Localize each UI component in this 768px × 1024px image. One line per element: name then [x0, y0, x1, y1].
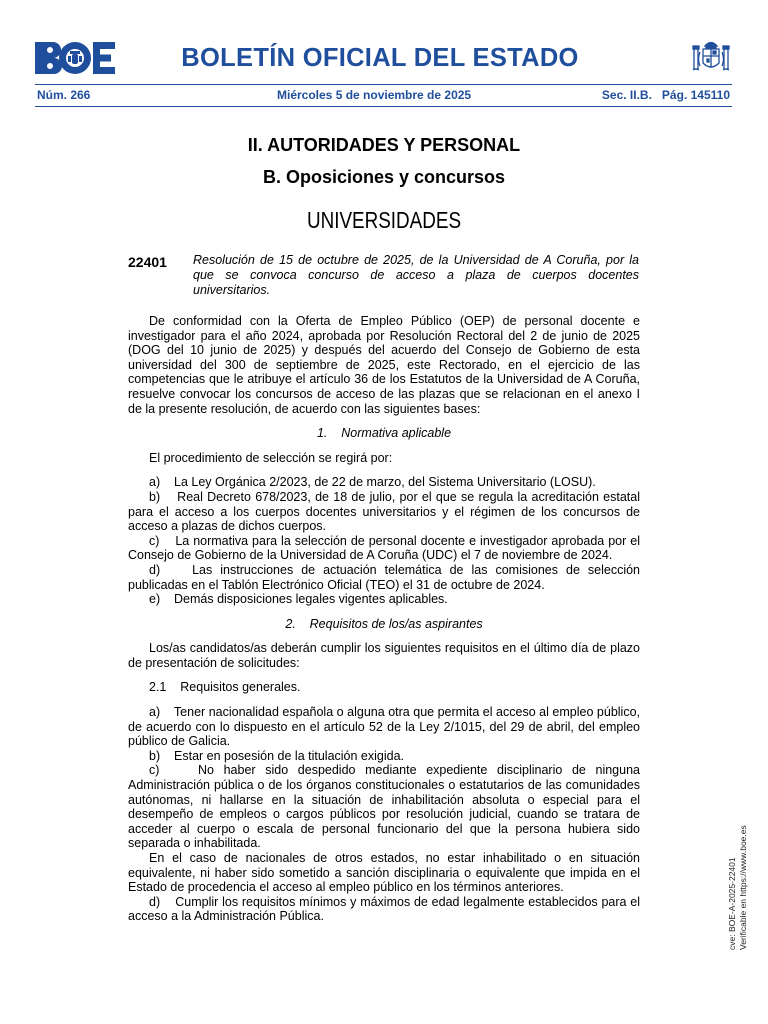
heading-normativa: 1. Normativa aplicable	[316, 426, 452, 441]
verification-link[interactable]: Verificable en https://www.boe.es	[737, 825, 748, 950]
heading-requisitos: 2. Requisitos de los/as aspirantes	[285, 616, 483, 631]
normativa-list	[128, 475, 644, 607]
subheading-requisitos-generales: 2.1 Requisitos generales.	[149, 680, 301, 695]
issue-number: Núm. 266	[37, 88, 91, 102]
paragraph: El procedimiento de selección se regirá por:	[149, 450, 393, 465]
requisitos-list	[128, 705, 644, 924]
list-item: a) Tener nacionalidad española o alguna otra que permita el acceso al empleo público, de acuerdo con lo dispuesto en el artículo 52 de la Ley 2/1015, del 29 de abril, del empleo público de Galicia.	[128, 705, 644, 749]
header-rule-top	[35, 84, 732, 85]
section-title: II. AUTORIDADES Y PERSONAL	[247, 135, 521, 155]
list-item: c) La normativa para la selección de personal docente e investigador aprobada por el Consejo de Gobierno de la Universidad de A Coruña (UDC) el 7 de noviembre de 2024.	[128, 533, 644, 563]
subsection-title: B. Oposiciones y concursos	[262, 167, 506, 187]
list-item: En el caso de nacionales de otros estados, no estar inhabilitado o en situación equivalente, ni haber sido sometido a sanción disciplinaria o equivalente que impida en el Estado de procedencia el acceso al empleo público en los términos anteriores.	[128, 851, 644, 895]
boe-logo	[35, 42, 115, 74]
section-page: Sec. II.B. Pág. 145110	[601, 88, 730, 102]
issue-date: Miércoles 5 de noviembre de 2025	[277, 88, 472, 102]
header-rule-bottom	[35, 106, 732, 107]
paragraph: Los/as candidatos/as deberán cumplir los siguientes requisitos en el último día de plazo de presentación de solicitudes:	[128, 641, 640, 670]
list-item: d) Cumplir los requisitos mínimos y máximos de edad legalmente establecidos para el acceso a la Administración Pública.	[128, 894, 644, 924]
list-item: c) No haber sido despedido mediante expediente disciplinario de ninguna Administración pública o de los órganos constitucionales o estatutarios de las comunidades autónomas, ni hallarse en la situación de inhabilitación absoluta o especial para el desempeño de empleos o cargos públicos por resolución judicial, cuando se tratara de acceder al cuerpo o escala de personal funcionario del que la persona hubiera sido separada o inhabilitada.	[128, 763, 644, 851]
masthead-title: BOLETÍN OFICIAL DEL ESTADO	[181, 44, 579, 72]
intro-paragraph: De conformidad con la Oferta de Empleo Público (OEP) de personal docente e investigador para el año 2024, aprobada por Resolución Rectoral del 2 de junio de 2025 (DOG del 10 junio de 2025) y después del acuerdo del Consejo de Gobierno de esta universidad del 300 de septiembre de 2025, este Rectorado, en el ejercicio de las competencias que le atribuye el artículo 36 de los Estatutos de la Universidad de A Coruña, resuelve convocar los concursos de acceso de las plazas que se relacionan en el anexo I de la presente resolución, de acuerdo con las siguientes bases:	[128, 314, 640, 416]
organization-title: UNIVERSIDADES	[306, 207, 462, 233]
resolution-number: 22401	[128, 254, 167, 270]
coat-of-arms-icon	[690, 37, 732, 79]
list-item: e) Demás disposiciones legales vigentes aplicables.	[149, 592, 448, 607]
verification-sidebar	[727, 825, 748, 950]
list-item: a) La Ley Orgánica 2/2023, de 22 de marzo, del Sistema Universitario (LOSU).	[149, 475, 596, 490]
cve-code: cve: BOE-A-2025-22401	[727, 857, 737, 950]
resolution-summary: Resolución de 15 de octubre de 2025, de la Universidad de A Coruña, por la que se convoca concurso de acceso a plaza de cuerpos docentes universitarios.	[193, 253, 639, 297]
list-item: b) Estar en posesión de la titulación exigida.	[149, 748, 405, 763]
list-item: d) Las instrucciones de actuación telemática de las comisiones de selección publicadas en el Tablón Electrónico Oficial (TEO) el 31 de octubre de 2024.	[128, 562, 644, 592]
document-body	[128, 314, 644, 924]
list-item: b) Real Decreto 678/2023, de 18 de julio, por el que se regula la acreditación estatal para el acceso a los cuerpos docentes universitarios y el régimen de los concursos de acceso a plazas de dichos cuerpos.	[128, 489, 644, 534]
